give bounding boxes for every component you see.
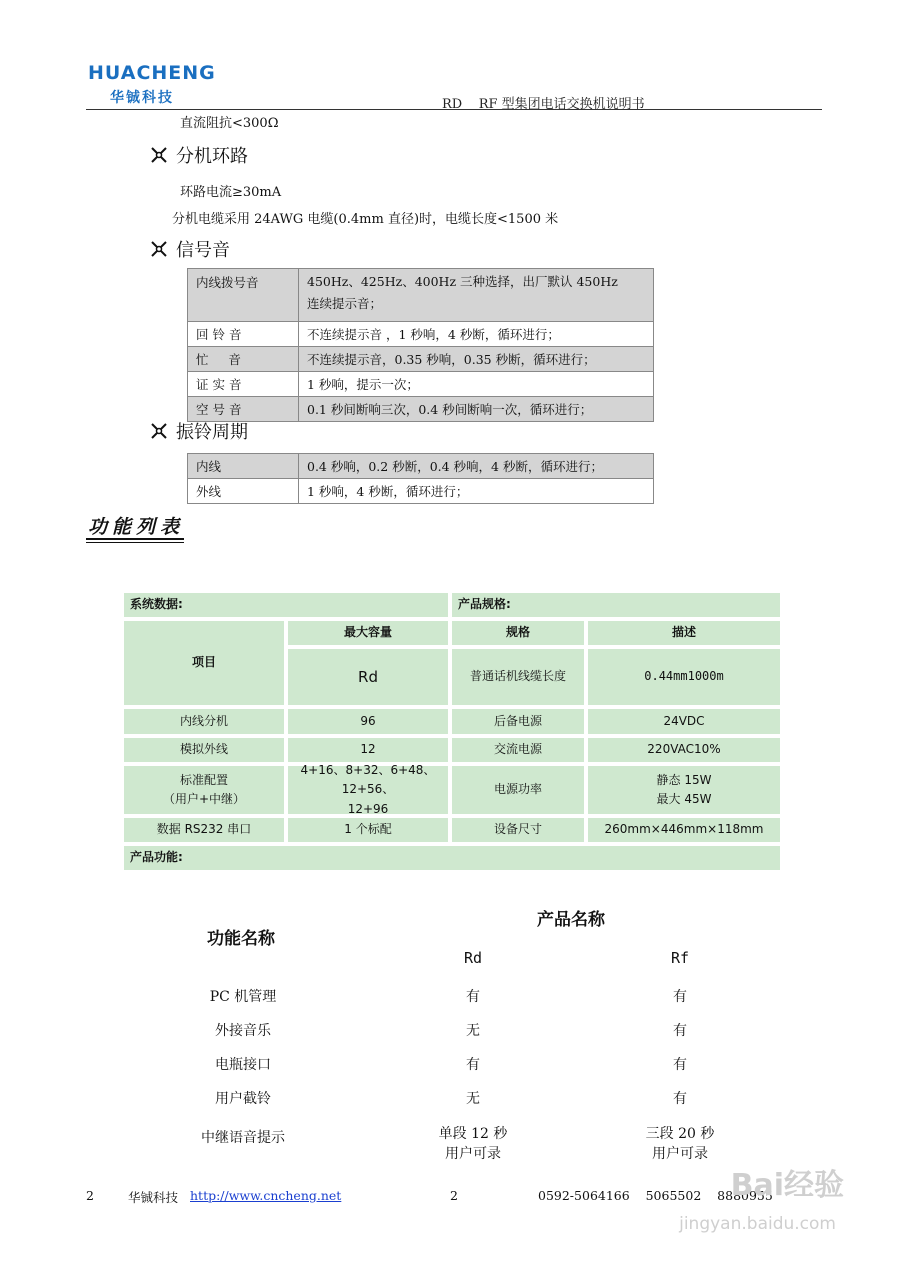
section-title: 信号音 (176, 240, 230, 261)
feature-name: 外接音乐 (215, 1023, 271, 1039)
ring-name: 外线 (188, 479, 299, 504)
table-row (188, 322, 654, 347)
feature-rd (413, 1124, 533, 1165)
bullet-icon (150, 146, 168, 164)
feature-name: PC 机管理 (209, 989, 277, 1005)
relay-rd-line1: 单段 12 秒 (438, 1126, 508, 1142)
function-name-header: 功能名称 (207, 929, 275, 949)
signal-name: 忙 音 (188, 347, 299, 372)
spec-cell: 模拟外线 (124, 738, 284, 762)
product-name-header: 产品名称 (537, 910, 605, 930)
relay-rf-line1: 三段 20 秒 (645, 1126, 715, 1142)
table-row (188, 454, 654, 479)
spec-cell: 内线分机 (124, 709, 284, 734)
rs232-value: 1 个标配 (288, 818, 448, 842)
table-row (188, 347, 654, 372)
footer-url-wrap (190, 1188, 341, 1203)
signal-name: 证 实 音 (188, 372, 299, 397)
signal-desc: 不连续提示音，0.35 秒响，0.35 秒断，循环进行； (299, 347, 654, 372)
dc-resistance-text: 直流阻抗<300Ω (180, 116, 279, 131)
feature-rf (620, 1124, 740, 1165)
desc-header: 描述 (588, 621, 780, 645)
max-capacity-header: 最大容量 (288, 621, 448, 645)
cable-length-label: 普通话机线缆长度 (452, 649, 584, 705)
spec-cell: 交流电源 (452, 738, 584, 762)
section-title: 振铃周期 (176, 422, 248, 443)
size-label: 设备尺寸 (452, 818, 584, 842)
relay-rf-line2: 用户可录 (652, 1146, 708, 1163)
company-website-link[interactable]: http://www.cncheng.net (190, 1188, 342, 1203)
ring-period-table (187, 453, 654, 504)
bullet-icon (150, 240, 168, 258)
signal-name: 空 号 音 (188, 397, 299, 422)
watermark-url: jingyan.baidu.com (679, 1214, 836, 1234)
product-spec-label: 产品规格: (452, 593, 780, 617)
footer-phones: 0592-5064166 5065502 8880955 (538, 1188, 773, 1203)
signal-name: 回 铃 音 (188, 322, 299, 347)
system-data-label: 系统数据: (124, 593, 448, 617)
feature-rf: 有 (673, 1023, 687, 1039)
cable-length-value: 0.44mm1000m (588, 649, 780, 705)
signal-desc (299, 269, 654, 322)
std-config-value-line2: 12+96 (347, 801, 389, 816)
product-function-label: 产品功能: (124, 846, 780, 870)
ring-desc: 0.4 秒响，0.2 秒断，0.4 秒响，4 秒断，循环进行； (299, 454, 654, 479)
feature-name: 中继语音提示 (201, 1130, 285, 1146)
section-title: 分机环路 (176, 146, 248, 167)
feature-rd: 无 (466, 1091, 480, 1107)
function-list-heading: 功能列表 (88, 516, 185, 538)
watermark-brand: Bai经验 (730, 1168, 844, 1203)
ring-desc: 1 秒响，4 秒断，循环进行； (299, 479, 654, 504)
feature-rd: 有 (466, 989, 480, 1005)
footer-page-center: 2 (450, 1188, 458, 1203)
company-logo-cn: 华铖科技 (110, 90, 174, 106)
std-config-line1: 标准配置 (179, 772, 228, 787)
document-title: RD RF 型集团电话交换机说明书 (442, 97, 645, 112)
signal-desc: 不连续提示音 ，1 秒响，4 秒断，循环进行； (299, 322, 654, 347)
company-logo-en: HUACHENG (88, 62, 216, 84)
bullet-icon (150, 422, 168, 440)
table-row (188, 269, 654, 322)
power-value (588, 766, 780, 814)
loop-current-text: 环路电流≥30mA (180, 185, 282, 200)
ring-name: 内线 (188, 454, 299, 479)
signal-desc: 1 秒响，提示一次； (299, 372, 654, 397)
signal-desc-line2: 连续提示音； (307, 296, 383, 311)
size-value: 260mm×446mm×118mm (588, 818, 780, 842)
section-ring (150, 418, 248, 444)
spec-cell: 220VAC10% (588, 738, 780, 762)
signal-desc-line1: 450Hz、425Hz、400Hz 三种选择，出厂默认 450Hz (307, 274, 618, 289)
footer-company: 华铖科技 (128, 1190, 179, 1205)
feature-rd: 无 (466, 1023, 480, 1039)
heading-underline (86, 538, 184, 540)
table-row (188, 397, 654, 422)
section-loop (150, 142, 248, 168)
spec-cell: 96 (288, 709, 448, 734)
table-row (188, 479, 654, 504)
model-rd: Rd (288, 649, 448, 705)
relay-rd-line2: 用户可录 (445, 1146, 501, 1163)
footer-page-number: 2 (86, 1188, 94, 1203)
signal-name: 内线拨号音 (188, 269, 299, 322)
spec-cell: 12 (288, 738, 448, 762)
col-rf-header: Rf (670, 949, 690, 967)
power-label: 电源功率 (452, 766, 584, 814)
spec-cell: 24VDC (588, 709, 780, 734)
section-signal (150, 236, 230, 262)
std-config-label (124, 766, 284, 814)
feature-rf: 有 (673, 989, 687, 1005)
std-config-line2: （用户+中继） (162, 792, 246, 806)
heading-underline (86, 542, 184, 543)
signal-desc: 0.1 秒间断响三次，0.4 秒间断响一次，循环进行； (299, 397, 654, 422)
header-divider (86, 109, 822, 110)
spec-header: 规格 (452, 621, 584, 645)
spec-cell: 后备电源 (452, 709, 584, 734)
power-max: 最大 45W (656, 792, 712, 806)
table-row (188, 372, 654, 397)
std-config-value (288, 763, 448, 816)
item-header: 项目 (124, 621, 284, 705)
feature-rf: 有 (673, 1057, 687, 1073)
feature-name: 用户截铃 (215, 1091, 271, 1107)
power-static: 静态 15W (656, 772, 712, 787)
rs232-label: 数据 RS232 串口 (124, 818, 284, 842)
feature-rf: 有 (673, 1091, 687, 1107)
feature-name: 电瓶接口 (215, 1057, 271, 1073)
feature-rd: 有 (466, 1057, 480, 1073)
col-rd-header: Rd (463, 949, 483, 967)
std-config-value-line1: 4+16、8+32、6+48、12+56、 (300, 763, 436, 797)
signal-tone-table (187, 268, 654, 422)
cable-note-text: 分机电缆采用 24AWG 电缆(0.4mm 直径)时，电缆长度<1500 米 (172, 212, 559, 227)
